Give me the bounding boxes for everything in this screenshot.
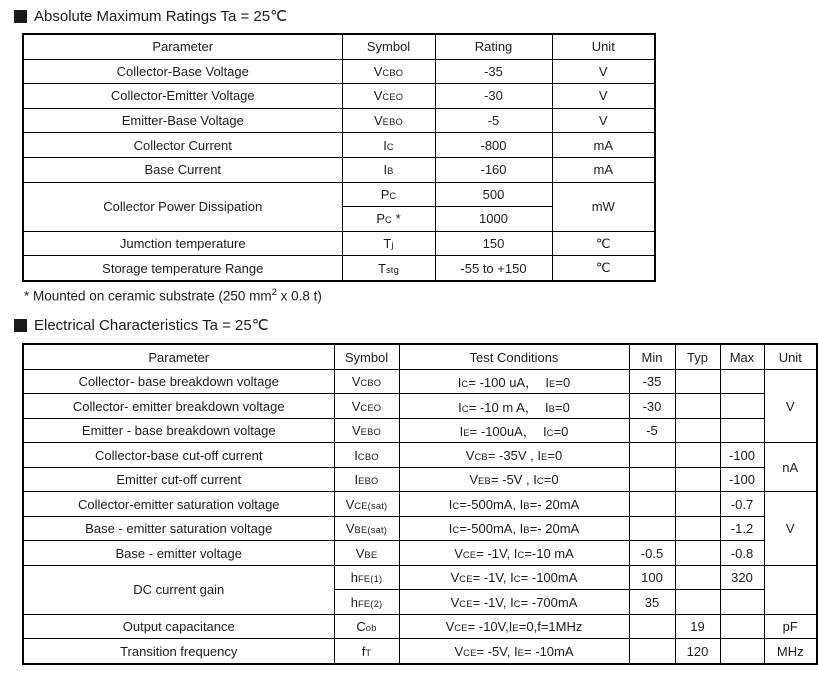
column-header-parameter: Parameter <box>23 344 334 369</box>
table-row <box>23 108 655 133</box>
cell-test-conditions: IC=-500mA, IB=- 20mA <box>399 516 629 541</box>
cell-test-conditions: VEB= -5V , IC=0 <box>399 467 629 492</box>
column-header-symbol: Symbol <box>334 344 399 369</box>
table-row <box>23 516 817 541</box>
cell-max <box>720 394 764 419</box>
cell-typ <box>675 394 720 419</box>
cell-parameter: Emitter - base breakdown voltage <box>23 418 334 443</box>
cell-typ: 120 <box>675 639 720 664</box>
cell-max: -0.7 <box>720 492 764 517</box>
cell-max <box>720 418 764 443</box>
cell-rating: -5 <box>435 108 552 133</box>
cell-parameter: Emitter cut-off current <box>23 467 334 492</box>
table-row <box>23 492 817 517</box>
cell-max: -100 <box>720 443 764 468</box>
cell-symbol: VEBO <box>342 108 435 133</box>
cell-symbol: VCEO <box>342 84 435 109</box>
column-header-unit: Unit <box>764 344 817 369</box>
cell-symbol: VCBO <box>342 59 435 84</box>
cell-parameter: Storage temperature Range <box>23 256 342 281</box>
table-row <box>23 133 655 158</box>
cell-test-conditions: VCE= -1V, IC=-10 mA <box>399 541 629 566</box>
cell-parameter: Collector Power Dissipation <box>23 182 342 231</box>
cell-test-conditions: IC= -10 m A， IB=0 <box>399 394 629 419</box>
cell-parameter: Base - emitter voltage <box>23 541 334 566</box>
column-header-min: Min <box>629 344 675 369</box>
table-row <box>23 157 655 182</box>
cell-typ <box>675 369 720 394</box>
table-row <box>23 369 817 394</box>
cell-symbol: VEBO <box>334 418 399 443</box>
cell-rating: -30 <box>435 84 552 109</box>
cell-parameter: Collector-emitter saturation voltage <box>23 492 334 517</box>
table-row <box>23 614 817 639</box>
cell-test-conditions: VCE= -1V, IC= -700mA <box>399 590 629 615</box>
cell-symbol: Tj <box>342 231 435 256</box>
cell-min <box>629 614 675 639</box>
cell-unit: mW <box>552 182 655 231</box>
section-title-absolute-maximum-ratings <box>14 7 818 26</box>
table-row <box>23 418 817 443</box>
cell-symbol: ICBO <box>334 443 399 468</box>
cell-symbol: IB <box>342 157 435 182</box>
cell-min: 35 <box>629 590 675 615</box>
cell-typ <box>675 418 720 443</box>
table-row <box>23 231 655 256</box>
cell-unit: mA <box>552 157 655 182</box>
cell-unit: mA <box>552 133 655 158</box>
black-square-bullet-icon <box>14 319 27 332</box>
cell-min: -30 <box>629 394 675 419</box>
cell-symbol: VCEO <box>334 394 399 419</box>
table-header-row <box>23 34 655 59</box>
cell-symbol: PC * <box>342 207 435 232</box>
cell-typ <box>675 516 720 541</box>
cell-min: -0.5 <box>629 541 675 566</box>
table-row <box>23 467 817 492</box>
cell-parameter: Jumction temperature <box>23 231 342 256</box>
cell-symbol: VCBO <box>334 369 399 394</box>
cell-min <box>629 443 675 468</box>
cell-typ <box>675 443 720 468</box>
cell-unit <box>764 565 817 614</box>
cell-symbol: VCE(sat) <box>334 492 399 517</box>
table-row <box>23 639 817 664</box>
cell-unit: V <box>552 108 655 133</box>
cell-typ <box>675 590 720 615</box>
cell-max: -1.2 <box>720 516 764 541</box>
cell-unit: V <box>764 492 817 566</box>
cell-symbol: hFE(1) <box>334 565 399 590</box>
cell-parameter: Collector-Base Voltage <box>23 59 342 84</box>
cell-symbol: hFE(2) <box>334 590 399 615</box>
cell-symbol: PC <box>342 182 435 207</box>
table-row <box>23 565 817 590</box>
cell-min: -35 <box>629 369 675 394</box>
cell-parameter: Collector- base breakdown voltage <box>23 369 334 394</box>
cell-unit: ℃ <box>552 256 655 281</box>
table-row <box>23 443 817 468</box>
cell-rating: -800 <box>435 133 552 158</box>
cell-parameter: DC current gain <box>23 565 334 614</box>
black-square-bullet-icon <box>14 10 27 23</box>
cell-symbol: fT <box>334 639 399 664</box>
cell-parameter: Emitter-Base Voltage <box>23 108 342 133</box>
cell-min <box>629 639 675 664</box>
cell-parameter: Collector Current <box>23 133 342 158</box>
column-header-test-conditions: Test Conditions <box>399 344 629 369</box>
cell-max: -0.8 <box>720 541 764 566</box>
cell-symbol: VBE(sat) <box>334 516 399 541</box>
table-header-row <box>23 344 817 369</box>
table-row <box>23 541 817 566</box>
cell-max <box>720 614 764 639</box>
cell-test-conditions: VCB= -35V , IE=0 <box>399 443 629 468</box>
cell-parameter: Base Current <box>23 157 342 182</box>
section-title-text: Absolute Maximum Ratings Ta = 25℃ <box>34 8 287 25</box>
cell-rating: 500 <box>435 182 552 207</box>
cell-symbol: IEBO <box>334 467 399 492</box>
cell-symbol: IC <box>342 133 435 158</box>
cell-min <box>629 492 675 517</box>
cell-parameter: Base - emitter saturation voltage <box>23 516 334 541</box>
cell-rating: 150 <box>435 231 552 256</box>
electrical-characteristics-table <box>22 343 818 665</box>
cell-rating: -160 <box>435 157 552 182</box>
cell-min: -5 <box>629 418 675 443</box>
cell-test-conditions: VCE= -10V,IE=0,f=1MHz <box>399 614 629 639</box>
cell-min <box>629 467 675 492</box>
cell-symbol: Cob <box>334 614 399 639</box>
cell-test-conditions: VCE= -5V, IE= -10mA <box>399 639 629 664</box>
cell-typ: 19 <box>675 614 720 639</box>
cell-test-conditions: IE= -100uA， IC=0 <box>399 418 629 443</box>
column-header-parameter: Parameter <box>23 34 342 59</box>
cell-unit: V <box>764 369 817 443</box>
cell-symbol: Tstg <box>342 256 435 281</box>
cell-typ <box>675 492 720 517</box>
cell-typ <box>675 467 720 492</box>
column-header-rating: Rating <box>435 34 552 59</box>
column-header-unit: Unit <box>552 34 655 59</box>
table-row <box>23 84 655 109</box>
table-row <box>23 59 655 84</box>
cell-symbol: VBE <box>334 541 399 566</box>
cell-unit: ℃ <box>552 231 655 256</box>
cell-min <box>629 516 675 541</box>
cell-test-conditions: IC= -100 uA， IE=0 <box>399 369 629 394</box>
table-row <box>23 394 817 419</box>
absolute-maximum-ratings-table <box>22 33 656 282</box>
cell-max <box>720 369 764 394</box>
cell-parameter: Output capacitance <box>23 614 334 639</box>
section-title-electrical-characteristics <box>14 316 818 335</box>
column-header-max: Max <box>720 344 764 369</box>
cell-rating: 1000 <box>435 207 552 232</box>
column-header-typ: Typ <box>675 344 720 369</box>
cell-parameter: Transition frequency <box>23 639 334 664</box>
cell-min: 100 <box>629 565 675 590</box>
section-title-text: Electrical Characteristics Ta = 25℃ <box>34 317 269 335</box>
cell-parameter: Collector-Emitter Voltage <box>23 84 342 109</box>
table-row <box>23 182 655 207</box>
cell-unit: nA <box>764 443 817 492</box>
cell-rating: -35 <box>435 59 552 84</box>
column-header-symbol: Symbol <box>342 34 435 59</box>
cell-max: -100 <box>720 467 764 492</box>
cell-unit: pF <box>764 614 817 639</box>
cell-unit: MHz <box>764 639 817 664</box>
cell-max <box>720 590 764 615</box>
cell-rating: -55 to +150 <box>435 256 552 281</box>
cell-unit: V <box>552 59 655 84</box>
cell-typ <box>675 541 720 566</box>
cell-unit: V <box>552 84 655 109</box>
cell-max: 320 <box>720 565 764 590</box>
cell-max <box>720 639 764 664</box>
cell-test-conditions: VCE= -1V, IC= -100mA <box>399 565 629 590</box>
cell-parameter: Collector-base cut-off current <box>23 443 334 468</box>
cell-parameter: Collector- emitter breakdown voltage <box>23 394 334 419</box>
footnote: * Mounted on ceramic substrate (250 $mm^2$ x 0.8 t) <box>24 286 322 304</box>
cell-test-conditions: IC=-500mA, IB=- 20mA <box>399 492 629 517</box>
table-row <box>23 256 655 281</box>
cell-typ <box>675 565 720 590</box>
